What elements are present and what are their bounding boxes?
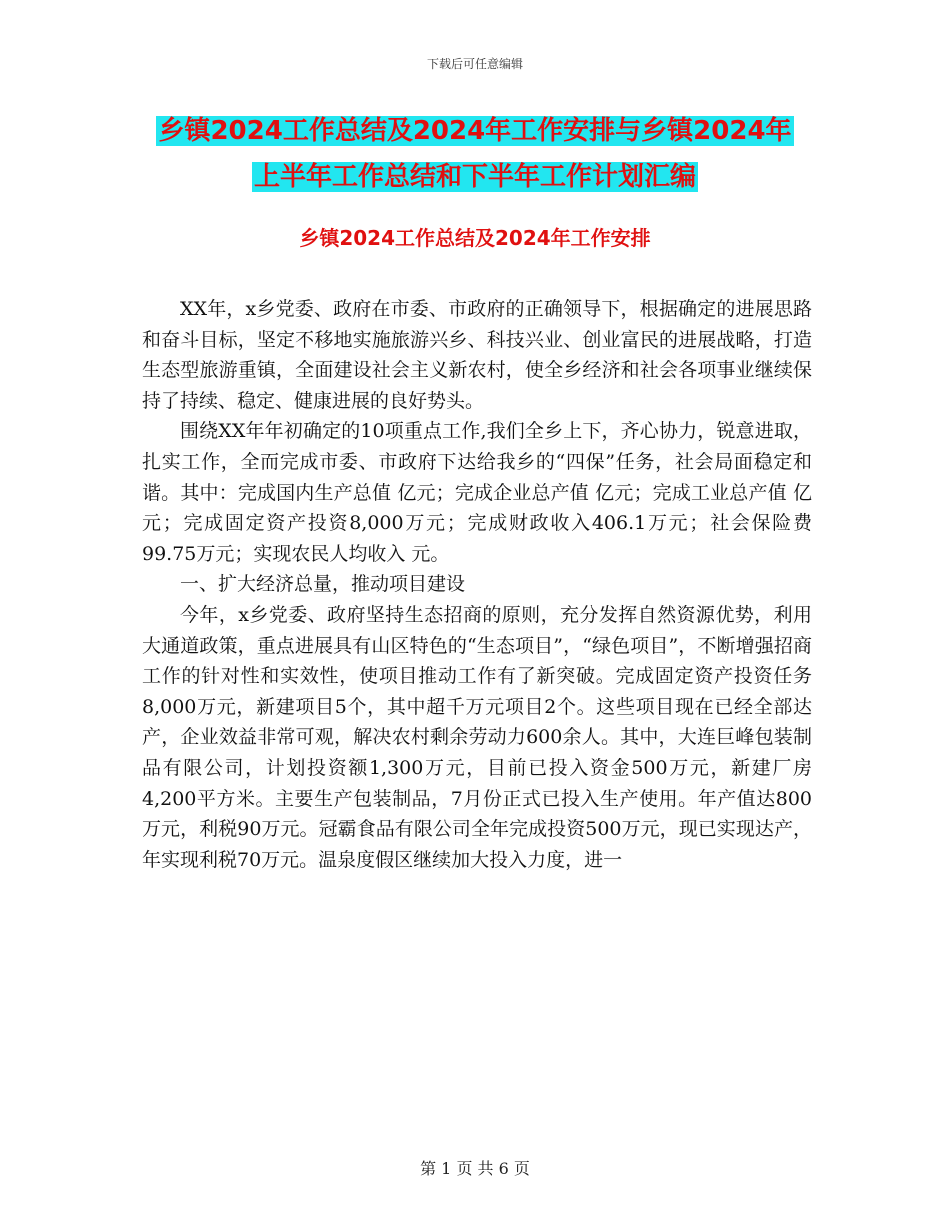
document-title-line-2: 上半年工作总结和下半年工作计划汇编 — [253, 162, 696, 192]
page-footer: 第 1 页 共 6 页 — [420, 1159, 530, 1178]
document-body — [142, 294, 812, 875]
body-paragraph: XX年，x乡党委、政府在市委、市政府的正确领导下，根据确定的进展思路和奋斗目标，坚定不移地实施旅游兴乡、科技兴业、创业富民的进展战略，打造生态型旅游重镇，全面建设社会主义新农村，使全乡经济和社会各项事业继续保持了持续、稳定、健康进展的良好势头。 — [142, 298, 812, 412]
header-note: 下载后可任意编辑 — [426, 57, 523, 71]
body-paragraph: 今年，x乡党委、政府坚持生态招商的原则，充分发挥自然资源优势，利用大通道政策，重点进展具有山区特色的“生态项目”，“绿色项目”，不断增强招商工作的针对性和实效性，使项目推动工作有了新突破。完成固定资产投资任务8,000万元，新建项目5个，其中超千万元项目2个。这些项目现在已经全部达产，企业效益非常可观，解决农村剩余劳动力600余人。其中，大连巨峰包装制品有限公司，计划投资额1,300万元，目前已投入资金500万元，新建厂房4,200平方米。主要生产包装制品，7月份正式已投入生产使用。年产值达800万元，利税90万元。冠霸食品有限公司全年完成投资500万元，现已实现达产，年实现利税70万元。温泉度假区继续加大投入力度，进一 — [142, 603, 812, 871]
document-title-line-1: 乡镇2024工作总结及2024年工作安排与乡镇2024年 — [158, 116, 792, 146]
section-title: 乡镇2024工作总结及2024年工作安排 — [299, 226, 651, 250]
body-paragraph: 围绕XX年年初确定的10项重点工作,我们全乡上下，齐心协力，锐意进取，扎实工作，全而完成市委、市政府下达给我乡的“四保”任务，社会局面稳定和谐。其中：完成国内生产总值 亿元；完成企业总产值 亿元；完成工业总产值 亿元；完成固定资产投资8,000万元；完成财政收入406.1万元；社会保险费99.75万元；实现农民人均收入 元。 — [142, 420, 812, 565]
document-title — [140, 108, 810, 200]
section-heading: 一、扩大经济总量，推动项目建设 — [180, 573, 466, 596]
